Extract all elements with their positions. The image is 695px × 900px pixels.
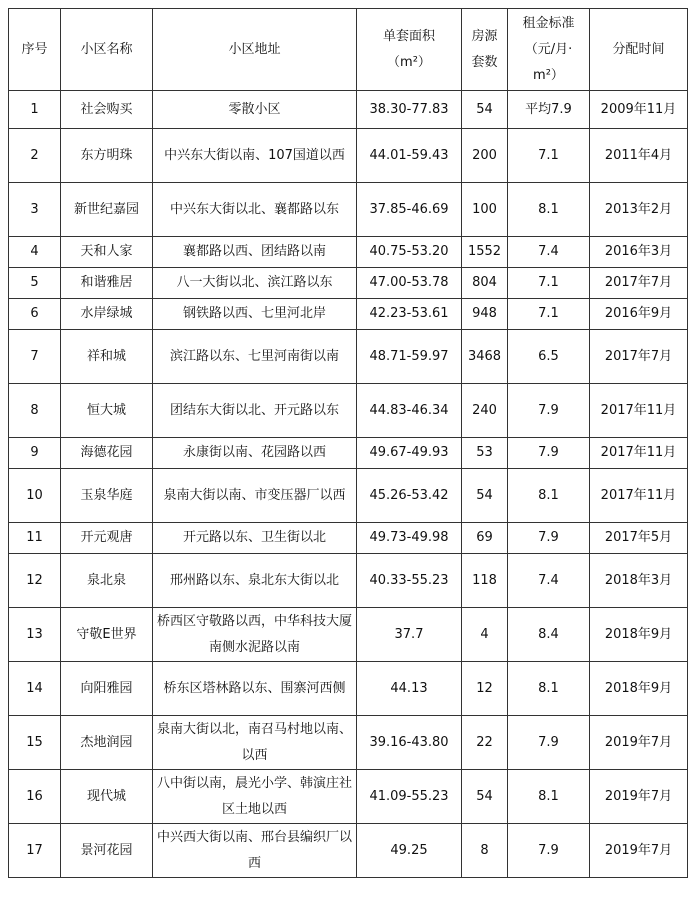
- cell-address: 襄都路以西、团结路以南: [153, 237, 357, 268]
- cell-index: 2: [9, 129, 61, 183]
- cell-area: 37.7: [357, 608, 462, 662]
- header-row: [9, 9, 688, 91]
- cell-area: 48.71-59.97: [357, 330, 462, 384]
- cell-index: 17: [9, 824, 61, 878]
- table-body: [9, 91, 688, 878]
- cell-index: 15: [9, 716, 61, 770]
- cell-name: 东方明珠: [61, 129, 153, 183]
- cell-index: 1: [9, 91, 61, 129]
- cell-units: 1552: [462, 237, 508, 268]
- table-row: [9, 523, 688, 554]
- cell-rent: 7.9: [508, 824, 590, 878]
- header-date: 分配时间: [590, 9, 688, 91]
- cell-name: 玉泉华庭: [61, 469, 153, 523]
- cell-date: 2016年3月: [590, 237, 688, 268]
- cell-address: 团结东大街以北、开元路以东: [153, 384, 357, 438]
- cell-units: 53: [462, 438, 508, 469]
- header-units-line1: 房源: [471, 28, 498, 44]
- cell-address: 滨江路以东、七里河南街以南: [153, 330, 357, 384]
- cell-address: 邢州路以东、泉北东大街以北: [153, 554, 357, 608]
- cell-index: 4: [9, 237, 61, 268]
- table-row: [9, 183, 688, 237]
- cell-rent: 7.9: [508, 438, 590, 469]
- cell-rent: 7.4: [508, 237, 590, 268]
- cell-name: 开元观唐: [61, 523, 153, 554]
- cell-rent: 7.1: [508, 129, 590, 183]
- cell-date: 2017年11月: [590, 438, 688, 469]
- cell-address: 桥西区守敬路以西，中华科技大厦南侧水泥路以南: [153, 608, 357, 662]
- cell-area: 49.73-49.98: [357, 523, 462, 554]
- cell-units: 3468: [462, 330, 508, 384]
- table-row: [9, 129, 688, 183]
- cell-units: 4: [462, 608, 508, 662]
- cell-index: 11: [9, 523, 61, 554]
- cell-address: 开元路以东、卫生街以北: [153, 523, 357, 554]
- cell-name: 恒大城: [61, 384, 153, 438]
- cell-name: 水岸绿城: [61, 299, 153, 330]
- cell-index: 14: [9, 662, 61, 716]
- cell-date: 2017年7月: [590, 330, 688, 384]
- cell-area: 39.16-43.80: [357, 716, 462, 770]
- cell-index: 9: [9, 438, 61, 469]
- cell-date: 2011年4月: [590, 129, 688, 183]
- cell-units: 54: [462, 770, 508, 824]
- header-units: [462, 9, 508, 91]
- cell-date: 2017年11月: [590, 469, 688, 523]
- cell-area: 44.83-46.34: [357, 384, 462, 438]
- cell-index: 8: [9, 384, 61, 438]
- header-area: [357, 9, 462, 91]
- cell-name: 杰地润园: [61, 716, 153, 770]
- cell-rent: 6.5: [508, 330, 590, 384]
- cell-area: 45.26-53.42: [357, 469, 462, 523]
- table-row: [9, 268, 688, 299]
- cell-address: 零散小区: [153, 91, 357, 129]
- cell-index: 12: [9, 554, 61, 608]
- cell-area: 44.01-59.43: [357, 129, 462, 183]
- cell-address: 中兴西大街以南、邢台县编织厂以西: [153, 824, 357, 878]
- cell-rent: 平均7.9: [508, 91, 590, 129]
- cell-units: 8: [462, 824, 508, 878]
- cell-index: 10: [9, 469, 61, 523]
- table-row: [9, 662, 688, 716]
- cell-index: 6: [9, 299, 61, 330]
- cell-area: 49.67-49.93: [357, 438, 462, 469]
- header-name: 小区名称: [61, 9, 153, 91]
- table-row: [9, 384, 688, 438]
- header-index: 序号: [9, 9, 61, 91]
- cell-units: 54: [462, 91, 508, 129]
- cell-area: 49.25: [357, 824, 462, 878]
- cell-area: 37.85-46.69: [357, 183, 462, 237]
- cell-date: 2018年9月: [590, 608, 688, 662]
- header-rent-line3: m²）: [533, 67, 564, 83]
- table-row: [9, 716, 688, 770]
- header-area-line1: 单套面积: [382, 28, 435, 44]
- cell-units: 12: [462, 662, 508, 716]
- table-row: [9, 554, 688, 608]
- cell-date: 2018年3月: [590, 554, 688, 608]
- cell-address: 八中街以南，晨光小学、韩演庄社区土地以西: [153, 770, 357, 824]
- cell-area: 42.23-53.61: [357, 299, 462, 330]
- cell-address: 中兴东大街以北、襄都路以东: [153, 183, 357, 237]
- cell-area: 38.30-77.83: [357, 91, 462, 129]
- cell-area: 44.13: [357, 662, 462, 716]
- cell-address: 泉南大街以北，南召马村地以南、以西: [153, 716, 357, 770]
- cell-area: 41.09-55.23: [357, 770, 462, 824]
- table-row: [9, 438, 688, 469]
- housing-table: [8, 8, 688, 878]
- cell-rent: 8.1: [508, 469, 590, 523]
- cell-name: 海德花园: [61, 438, 153, 469]
- cell-rent: 7.9: [508, 716, 590, 770]
- cell-name: 新世纪嘉园: [61, 183, 153, 237]
- cell-address: 八一大街以北、滨江路以东: [153, 268, 357, 299]
- cell-name: 守敬E世界: [61, 608, 153, 662]
- cell-rent: 7.9: [508, 523, 590, 554]
- header-address: 小区地址: [153, 9, 357, 91]
- cell-units: 22: [462, 716, 508, 770]
- header-area-line2: （m²）: [387, 54, 431, 70]
- table-row: [9, 91, 688, 129]
- cell-date: 2019年7月: [590, 824, 688, 878]
- cell-units: 948: [462, 299, 508, 330]
- cell-rent: 7.9: [508, 384, 590, 438]
- cell-date: 2017年7月: [590, 268, 688, 299]
- cell-units: 69: [462, 523, 508, 554]
- cell-units: 240: [462, 384, 508, 438]
- cell-name: 天和人家: [61, 237, 153, 268]
- cell-units: 54: [462, 469, 508, 523]
- cell-index: 5: [9, 268, 61, 299]
- cell-index: 7: [9, 330, 61, 384]
- cell-rent: 8.1: [508, 183, 590, 237]
- cell-name: 祥和城: [61, 330, 153, 384]
- cell-date: 2013年2月: [590, 183, 688, 237]
- cell-date: 2016年9月: [590, 299, 688, 330]
- table-row: [9, 330, 688, 384]
- cell-rent: 8.1: [508, 662, 590, 716]
- cell-rent: 7.1: [508, 268, 590, 299]
- cell-name: 向阳雅园: [61, 662, 153, 716]
- table-row: [9, 237, 688, 268]
- cell-address: 泉南大街以南、市变压器厂以西: [153, 469, 357, 523]
- cell-units: 118: [462, 554, 508, 608]
- cell-units: 804: [462, 268, 508, 299]
- cell-date: 2018年9月: [590, 662, 688, 716]
- table-row: [9, 824, 688, 878]
- cell-units: 100: [462, 183, 508, 237]
- cell-rent: 7.1: [508, 299, 590, 330]
- table-row: [9, 469, 688, 523]
- cell-index: 13: [9, 608, 61, 662]
- cell-date: 2019年7月: [590, 716, 688, 770]
- cell-address: 中兴东大街以南、107国道以西: [153, 129, 357, 183]
- cell-area: 40.75-53.20: [357, 237, 462, 268]
- cell-address: 桥东区塔林路以东、围寨河西侧: [153, 662, 357, 716]
- cell-date: 2019年7月: [590, 770, 688, 824]
- cell-date: 2017年5月: [590, 523, 688, 554]
- cell-name: 现代城: [61, 770, 153, 824]
- cell-date: 2017年11月: [590, 384, 688, 438]
- header-rent-line1: 租金标准: [522, 15, 575, 31]
- cell-units: 200: [462, 129, 508, 183]
- cell-rent: 8.1: [508, 770, 590, 824]
- cell-address: 永康街以南、花园路以西: [153, 438, 357, 469]
- cell-date: 2009年11月: [590, 91, 688, 129]
- cell-name: 景河花园: [61, 824, 153, 878]
- cell-index: 3: [9, 183, 61, 237]
- cell-rent: 8.4: [508, 608, 590, 662]
- cell-name: 社会购买: [61, 91, 153, 129]
- cell-area: 40.33-55.23: [357, 554, 462, 608]
- header-units-line2: 套数: [471, 54, 498, 70]
- cell-area: 47.00-53.78: [357, 268, 462, 299]
- cell-index: 16: [9, 770, 61, 824]
- table-row: [9, 608, 688, 662]
- cell-name: 泉北泉: [61, 554, 153, 608]
- cell-rent: 7.4: [508, 554, 590, 608]
- table-row: [9, 299, 688, 330]
- header-rent-line2: （元/月·: [524, 41, 573, 57]
- cell-address: 钢铁路以西、七里河北岸: [153, 299, 357, 330]
- cell-name: 和谐雅居: [61, 268, 153, 299]
- table-row: [9, 770, 688, 824]
- header-rent: [508, 9, 590, 91]
